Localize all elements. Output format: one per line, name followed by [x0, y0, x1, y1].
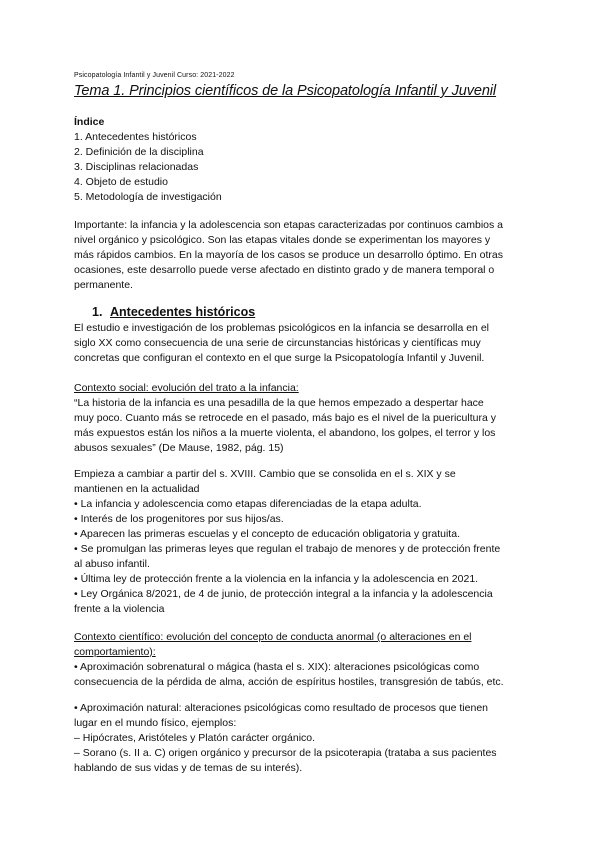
text-line: concretas que configuran el contexto en el que surge la Psicopatología Infantil y Juvenil. [74, 352, 485, 364]
index-item: 2. Definición de la disciplina [74, 146, 204, 158]
list-item: – Sorano (s. II a. C) origen orgánico y precursor de la psicoterapia (trataba a sus pacientes [74, 747, 497, 759]
quote-line: abusos sexuales” (De Mause, 1982, pág. 15) [74, 442, 284, 454]
section-heading [92, 305, 255, 319]
text-line: nivel orgánico y psicológico. Son las etapas vitales donde se experimentan los mayores y [74, 234, 491, 246]
section-paragraph [74, 321, 530, 366]
intro-paragraph [74, 218, 530, 293]
list-item: • Última ley de protección frente a la violencia en la infancia y la adolescencia en 2021. [74, 573, 479, 585]
list-item: – Hipócrates, Aristóteles y Platón carácter orgánico. [74, 732, 316, 744]
text-line: El estudio e investigación de los problemas psicológicos en la infancia se desarrolla en el [74, 322, 489, 334]
list-item: • Aproximación natural: alteraciones psicológicas como resultado de procesos que tienen [74, 702, 488, 714]
list-item: • Aparecen las primeras escuelas y el concepto de educación obligatoria y gratuita. [74, 528, 460, 540]
scientific-context [74, 630, 530, 690]
text-line: más rápidos cambios. En la mayoría de los casos se produce un desarrollo óptimo. En otras [74, 249, 503, 261]
subheading: Contexto social: evolución del trato a la infancia: [74, 382, 299, 394]
text-line: frente a la violencia [74, 603, 165, 615]
index-item: 4. Objeto de estudio [74, 176, 168, 188]
subheading: Contexto científico: evolución del concepto de conducta anormal (o alteraciones en el [74, 631, 472, 643]
page-header: Psicopatología Infantil y Juvenil Curso: 2021-2022 [74, 72, 235, 79]
list-item: • Se promulgan las primeras leyes que regulan el trabajo de menores y de protección frente [74, 543, 501, 555]
list-item: • Aproximación sobrenatural o mágica (hasta el s. XIX): alteraciones psicológicas como [74, 661, 480, 673]
index-item: 3. Disciplinas relacionadas [74, 161, 199, 173]
section-title: Antecedentes históricos [110, 305, 256, 319]
change-list [74, 467, 530, 617]
quote-line: “La historia de la infancia es una pesadilla de la que hemos empezado a despertar hace [74, 397, 484, 409]
quote-line: más expuestos están los niños a la muerte violenta, el abandono, los golpes, el terror y los [74, 427, 496, 439]
list-item: • La infancia y adolescencia como etapas diferenciadas de la etapa adulta. [74, 498, 422, 510]
index-section [74, 115, 530, 205]
list-item: • Interés de los progenitores por sus hijos/as. [74, 513, 284, 525]
section-number: 1. [92, 305, 103, 319]
text-line: hablando de sus vidas y de temas de su interés). [74, 762, 303, 774]
text-line: Importante: la infancia y la adolescencia son etapas caracterizadas por continuos cambios a [74, 219, 503, 231]
quote-line: muy poco. Cuanto más se retrocede en el pasado, más bajo es el nivel de la puericultura y [74, 412, 496, 424]
text-line: consecuencia de la pérdida de alma, acción de espíritus hostiles, transgresión de tabús, etc. [74, 676, 504, 688]
index-item: 1. Antecedentes históricos [74, 131, 197, 143]
text-line: ocasiones, este desarrollo puede verse afectado en distinto grado y de manera temporal o [74, 264, 495, 276]
social-context [74, 381, 530, 456]
list-item: • Ley Orgánica 8/2021, de 4 de junio, de protección integral a la infancia y la adolescencia [74, 588, 493, 600]
text-line: permanente. [74, 279, 133, 291]
page-title: Tema 1. Principios científicos de la Psicopatología Infantil y Juvenil [74, 83, 497, 99]
index-item: 5. Metodología de investigación [74, 191, 222, 203]
text-line: Empieza a cambiar a partir del s. XVIII. Cambio que se consolida en el s. XIX y se [74, 468, 456, 480]
text-line: lugar en el mundo físico, ejemplos: [74, 717, 237, 729]
text-line: mantienen en la actualidad [74, 483, 200, 495]
text-line: siglo XX como consecuencia de una serie de circunstancias históricas y científicas muy [74, 337, 481, 349]
natural-approach [74, 701, 530, 776]
index-heading: Índice [74, 116, 105, 128]
subheading: comportamiento): [74, 646, 156, 658]
text-line: al abuso infantil. [74, 558, 150, 570]
